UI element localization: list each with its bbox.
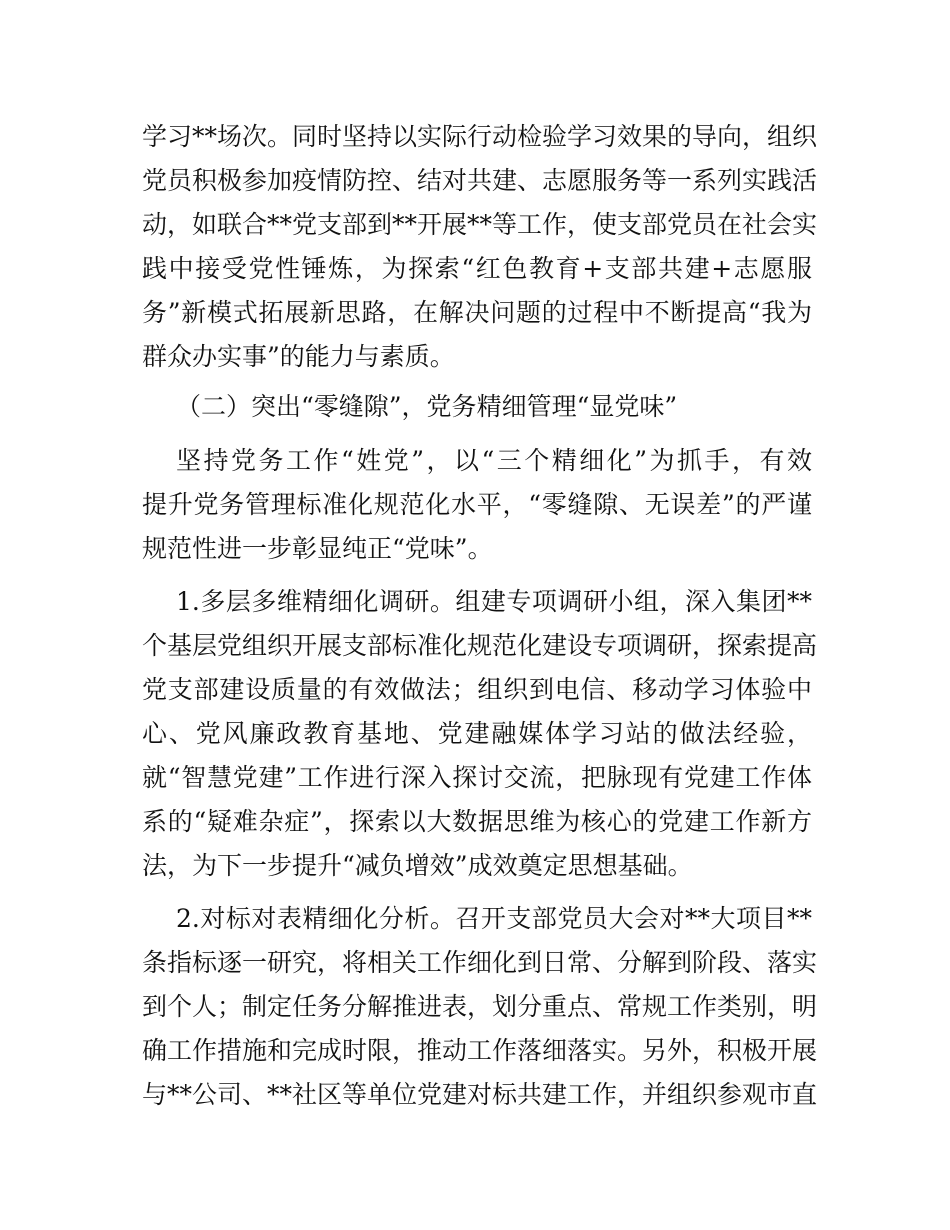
section-heading: （二）突出“零缝隙”，党务精细管理“显党味” [176, 392, 678, 421]
paragraph-line: 心、党风廉政教育基地、党建融媒体学习站的做法经验， [142, 719, 812, 748]
paragraph-line: 坚持党务工作“姓党”，以“三个精细化”为抓手，有效 [176, 446, 812, 475]
paragraph-line: 2.对标对表精细化分析。召开支部党员大会对**大项目** [176, 904, 812, 933]
paragraph-line: 学习**场次。同时坚持以实际行动检验学习效果的导向，组织 [142, 122, 818, 151]
paragraph-line: 1.多层多维精细化调研。组建专项调研小组，深入集团** [176, 587, 812, 616]
paragraph-line: 群众办实事”的能力与素质。 [142, 342, 455, 371]
paragraph-line: 动，如联合**党支部到**开展**等工作，使支部党员在社会实 [142, 210, 818, 239]
paragraph-line: 就“智慧党建”工作进行深入探讨交流，把脉现有党建工作体 [142, 763, 812, 792]
paragraph-line: 与**公司、**社区等单位党建对标共建工作，并组织参观市直 [142, 1080, 818, 1109]
paragraph-line: 党员积极参加疫情防控、结对共建、志愿服务等一系列实践活 [142, 166, 818, 195]
paragraph-line: 个基层党组织开展支部标准化规范化建设专项调研，探索提高 [142, 631, 818, 660]
paragraph-line: 法，为下一步提升“减负增效”成效奠定思想基础。 [142, 851, 693, 880]
paragraph-line: 务”新模式拓展新思路，在解决问题的过程中不断提高“我为 [142, 298, 812, 327]
paragraph-line: 系的“疑难杂症”，探索以大数据思维为核心的党建工作新方 [142, 807, 812, 836]
paragraph-line: 践中接受党性锤炼，为探索“红色教育+支部共建+志愿服 [142, 254, 812, 283]
paragraph-line: 确工作措施和完成时限，推动工作落细落实。另外，积极开展 [142, 1036, 818, 1065]
paragraph-line: 规范性进一步彰显纯正“党味”。 [142, 534, 493, 563]
paragraph-line: 党支部建设质量的有效做法；组织到电信、移动学习体验中 [142, 675, 812, 704]
paragraph-line: 到个人；制定任务分解推进表，划分重点、常规工作类别，明 [142, 992, 818, 1021]
paragraph-line: 条指标逐一研究，将相关工作细化到日常、分解到阶段、落实 [142, 948, 818, 977]
paragraph-line: 提升党务管理标准化规范化水平，“零缝隙、无误差”的严谨 [142, 490, 812, 519]
